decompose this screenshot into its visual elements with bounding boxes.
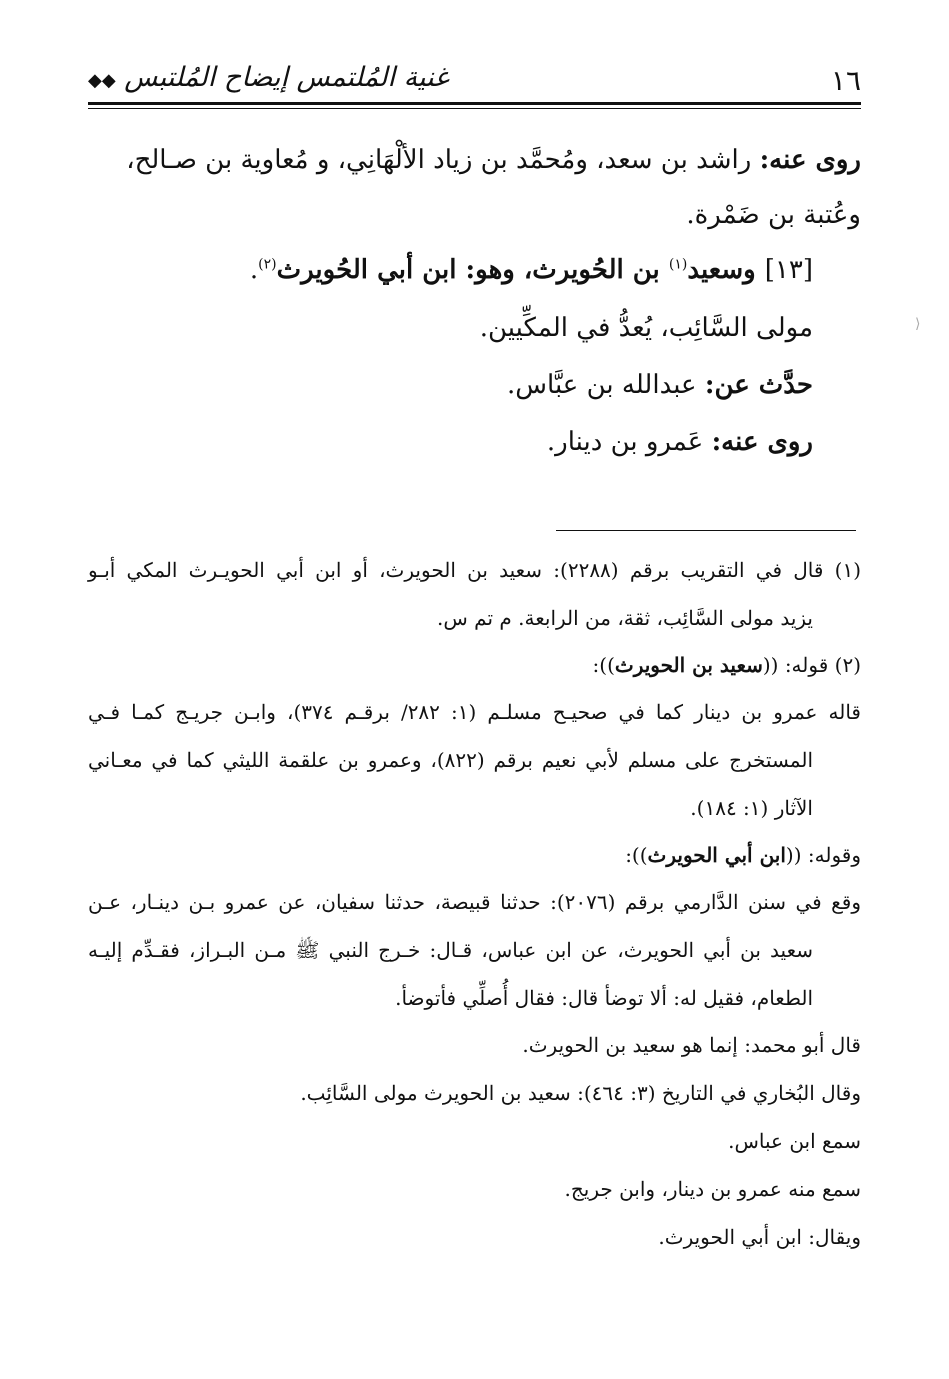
footnote-3-heading [625,840,861,870]
rawa-label: روى عنه: [759,145,861,175]
footnote-2-line-3: الآثار (١: ١٨٤). [690,796,813,820]
fn2-suffix: )): [592,653,615,677]
footnote-1-line-1: (١) قال في التقريب برقم (٢٢٨٨): سعيد بن الحويرث، أو ابن أبي الحويـرث المكي أبـو [88,558,862,582]
haddath-label: حدَّث عن: [704,370,813,400]
footnote-separator [556,530,856,531]
fn3-suffix: )): [625,843,648,867]
entry-name-b: بن الحُويرث، وهو: ابن أبي الحُويرث [276,255,669,285]
footnote-4: قال أبو محمد: إنما هو سعيد بن الحويرث. [522,1033,861,1057]
rawa-text: عَمرو بن دينار. [546,427,712,457]
header-rule-thin [88,108,861,109]
rawa-label-2: روى عنه: [711,427,813,457]
fn2-prefix: (٢) قوله: (( [762,653,861,677]
footnote-6: سمع ابن عباس. [728,1129,861,1153]
footnote-7: سمع منه عمرو بن دينار، وابن جريج. [564,1177,861,1201]
footnote-2-heading [593,650,861,680]
haddath-line [507,365,813,405]
footnote-3-line-1: وقع في سنن الدَّارمي برقم (٢٠٧٦): حدثنا قبيصة، حدثنا سفيان، عن عمرو بـن دينـار، عـن [88,890,861,914]
diamond-ornament-icon: ◆◆ [88,70,116,91]
footnote-ref-2: (٢) [258,256,277,273]
entry-heading [250,250,813,290]
fn2-bold: سعيد بن الحويرث [614,653,763,677]
footnote-8: ويقال: ابن أبي الحويرث. [658,1225,861,1249]
narrators-line-1 [88,140,861,180]
footnote-1-line-2: يزيد مولى السَّائِب، ثقة، من الرابعة. م تم س. [437,606,813,630]
book-title-text: غنية المُلتمس إيضاح المُلتبس [124,62,449,93]
footnote-3-line-2: سعيد بن أبي الحويرث، عن ابن عباس، قـال: خـرج النبي ﷺ مـن البـراز، فقـدِّم إليـه [88,938,813,962]
running-title [88,62,448,93]
mawla-line: مولى السَّائِب، يُعدُّ في المكِّيين. [479,313,813,343]
footnote-3-line-3: الطعام، فقيل له: ألا توضأ قال: فقال أُصلِّي فأتوضأ. [395,986,813,1010]
page-number: ١٦ [830,64,861,97]
entry-name-a: وسعيد [687,255,765,285]
page-header [88,56,861,100]
entry-end: . [249,255,259,285]
narrators-line-2: وعُتبة بن ضَمْرة. [686,200,861,230]
rawa-line [547,422,813,462]
margin-mark: ⟩ [915,316,921,332]
footnote-5: وقال البُخاري في التاريخ (٣: ٤٦٤): سعيد بن الحويرث مولى السَّائِب. [300,1081,861,1105]
footnote-2-line-1: قاله عمرو بن دينار كما في صحيـح مسلـم (١: ٢٨٢/ برقـم ٣٧٤)، وابـن جريـج كمـا فـي [88,700,861,724]
narrators-text: راشد بن سعد، ومُحمَّد بن زياد الألْهَانِي، و مُعاوية بن صـالح، [126,145,760,175]
fn3-prefix: وقوله: (( [785,843,861,867]
haddath-text: عبدالله بن عبَّاس. [507,370,705,400]
entry-number: [١٣] [764,255,813,285]
header-rule-thick [88,102,861,105]
footnote-2-line-2: المستخرج على مسلم لأبي نعيم برقم (٨٢٢)، وعمرو بن علقمة الليثي كما في معـاني [88,748,814,772]
fn3-bold: ابن أبي الحويرث [647,843,786,867]
footnote-ref-1: (١) [668,256,688,273]
